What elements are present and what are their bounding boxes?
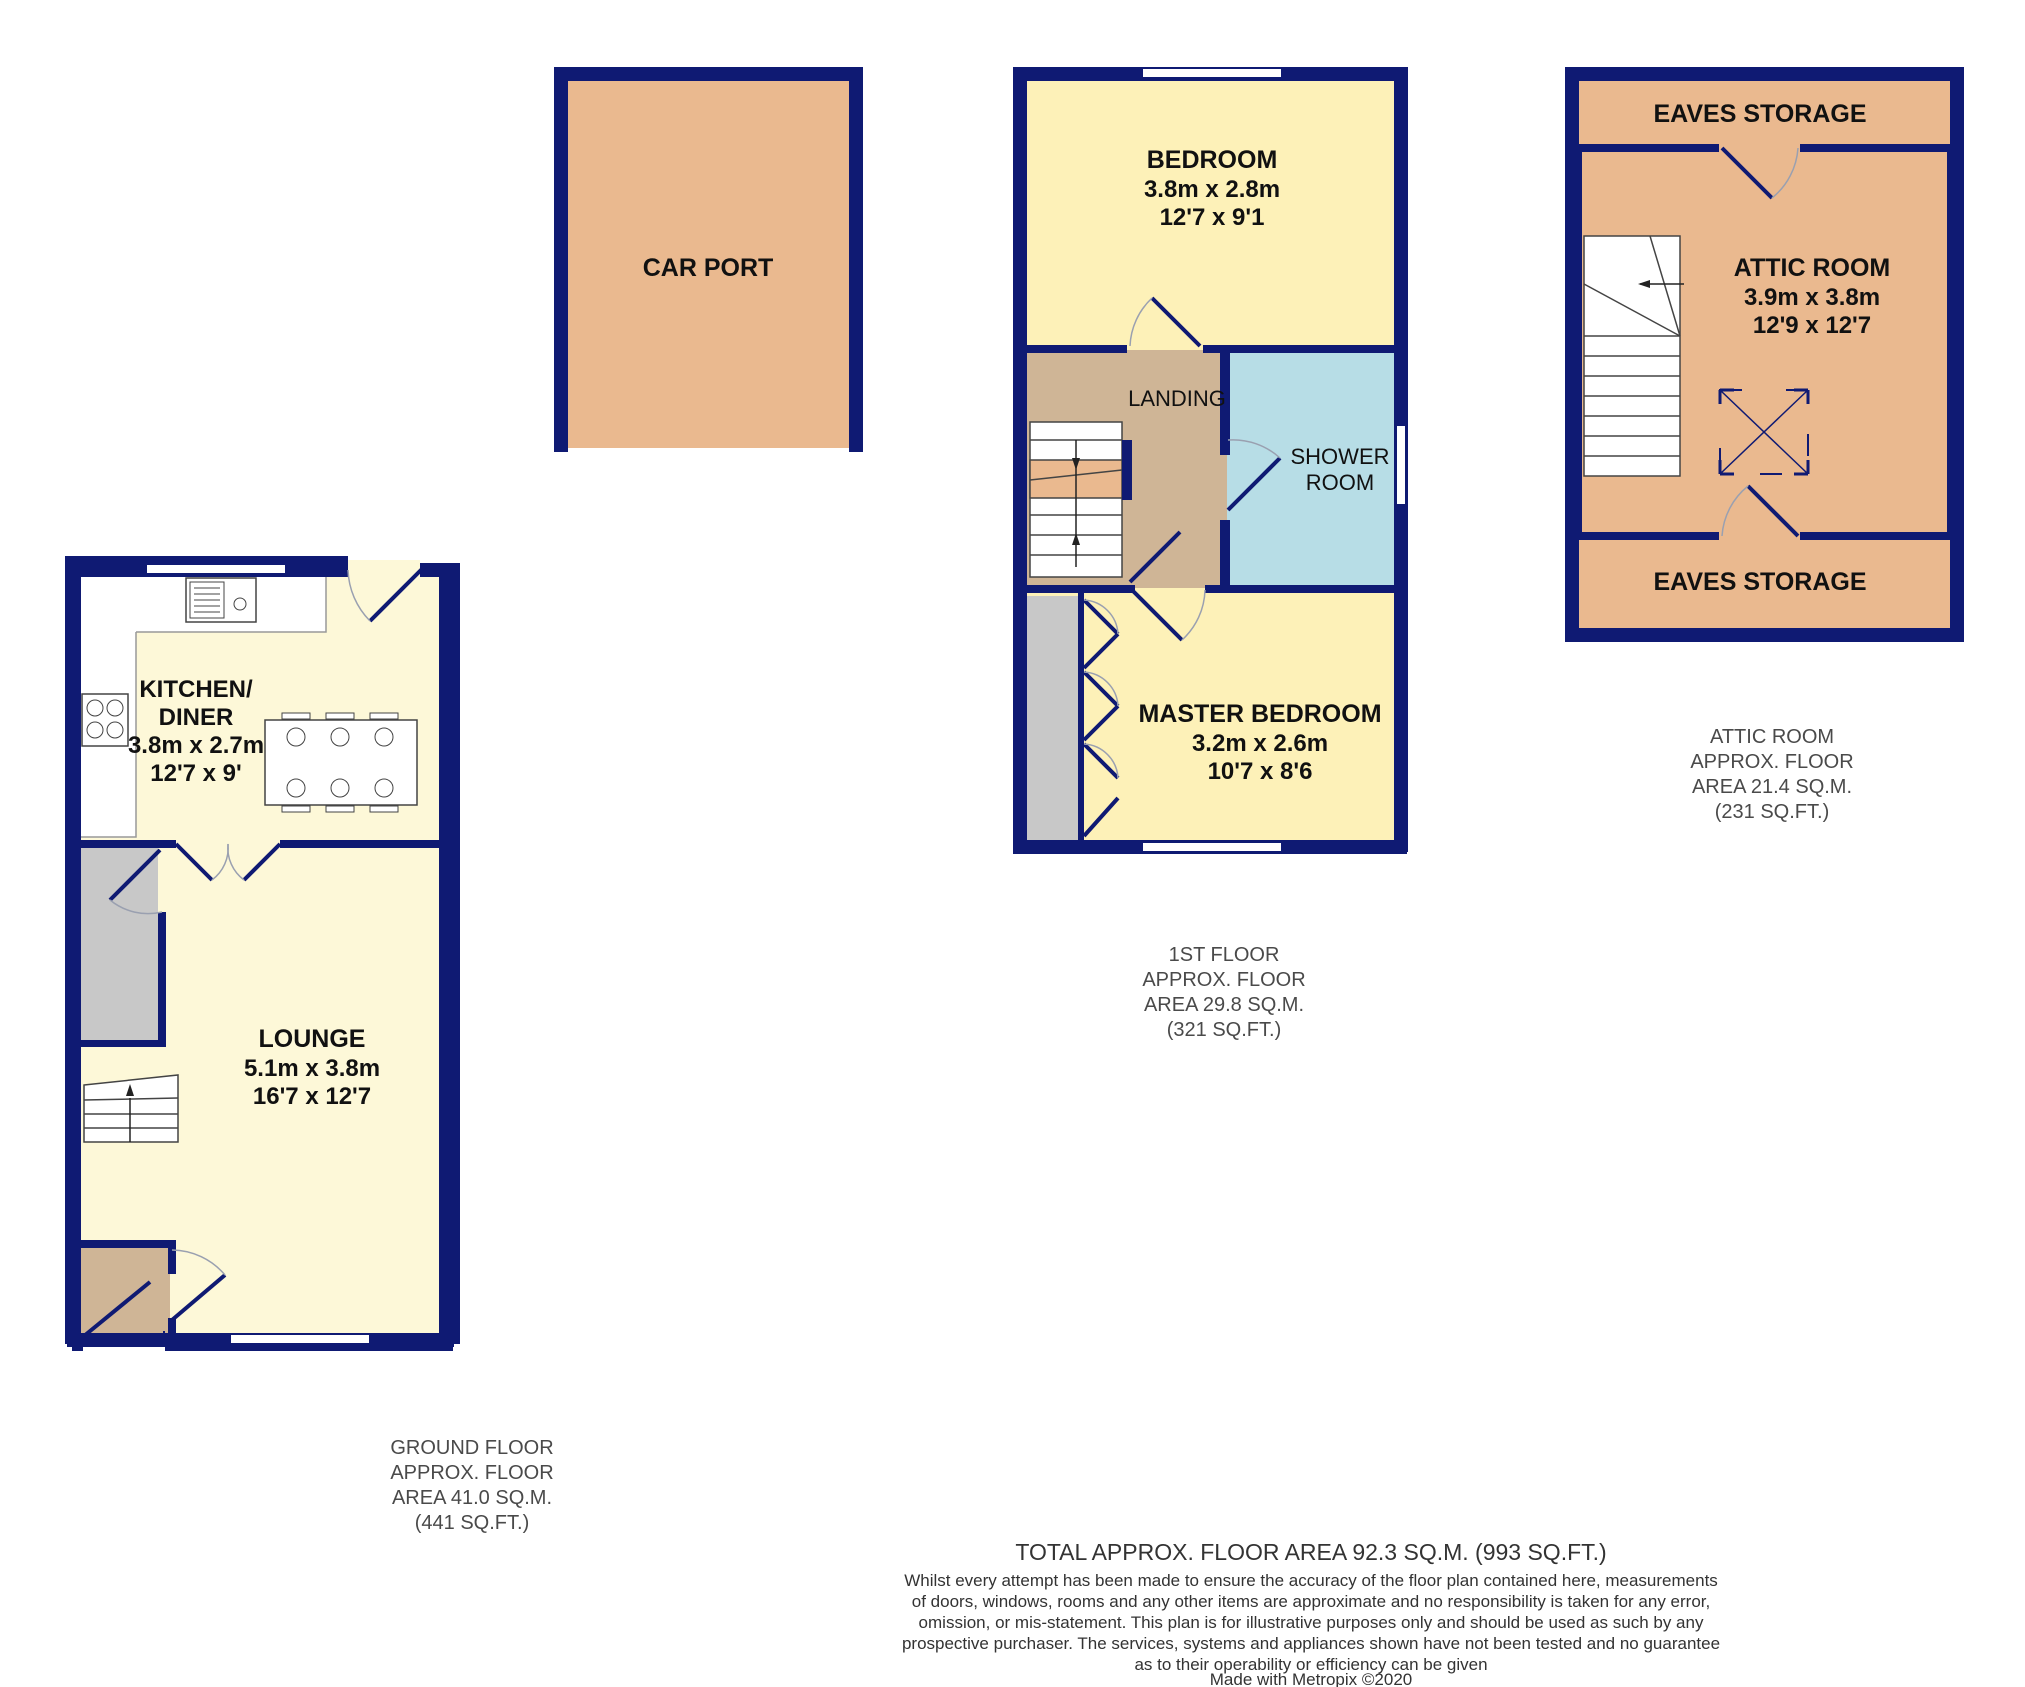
- attic-room-dim-metric: 3.9m x 3.8m: [1743, 284, 1881, 311]
- eaves-storage-bottom-label: EAVES STORAGE: [1653, 568, 1867, 596]
- attic-room-dim-imperial: 12'9 x 12'7: [1752, 312, 1872, 339]
- hob-icon: [82, 694, 128, 746]
- lounge-label: LOUNGE: [258, 1025, 366, 1053]
- lounge-dim-imperial: 16'7 x 12'7: [252, 1083, 372, 1110]
- master-bedroom-window: [1142, 842, 1282, 852]
- kitchen-name-line2: DINER: [158, 704, 234, 731]
- first-floor-area-line1: 1ST FLOOR: [1168, 944, 1280, 966]
- kitchen-window: [146, 564, 286, 574]
- kitchen-dim-metric: 3.8m x 2.7m: [127, 732, 265, 759]
- disclaimer-line2: of doors, windows, rooms and any other items are approximate and no responsibility is taken for any error,: [911, 1592, 1711, 1611]
- kitchen-dim-imperial: 12'7 x 9': [150, 760, 242, 787]
- shower-room-window: [1396, 425, 1406, 505]
- first-floor: [1013, 67, 1408, 1041]
- master-bedroom-label: MASTER BEDROOM: [1138, 700, 1382, 728]
- ground-floor: [67, 560, 554, 1534]
- master-bedroom-dim-imperial: 10'7 x 8'6: [1207, 758, 1313, 785]
- total-floor-area: TOTAL APPROX. FLOOR AREA 92.3 SQ.M. (993 SQ.FT.): [1015, 1539, 1607, 1565]
- first-floor-area-line2: APPROX. FLOOR: [1142, 969, 1306, 991]
- attic-area-line4: (231 SQ.FT.): [1714, 801, 1830, 823]
- ground-floor-area-line1: GROUND FLOOR: [390, 1437, 554, 1459]
- disclaimer-line4: prospective purchaser. The services, systems and appliances shown have not been tested and no guarantee: [901, 1634, 1721, 1653]
- attic-area-line1: ATTIC ROOM: [1709, 726, 1835, 748]
- attic-area-line2: APPROX. FLOOR: [1690, 751, 1854, 773]
- shower-room-label-line1: SHOWER: [1290, 444, 1390, 469]
- wardrobe-fill: [1027, 596, 1082, 844]
- attic-stairs: [1584, 236, 1684, 476]
- shower-room-label-line2: ROOM: [1305, 470, 1375, 495]
- car-port: [561, 73, 856, 452]
- attic-room-label: ATTIC ROOM: [1733, 254, 1891, 282]
- attic-floor: [1565, 67, 1964, 823]
- lounge-dim-metric: 5.1m x 3.8m: [243, 1055, 381, 1082]
- understairs-cupboard: [80, 848, 158, 1043]
- disclaimer-line1: Whilst every attempt has been made to ensure the accuracy of the floor plan contained here, measurements: [904, 1571, 1718, 1590]
- bedroom-window: [1142, 68, 1282, 78]
- car-port-label: CAR PORT: [642, 254, 774, 282]
- lounge-window: [230, 1334, 370, 1344]
- bedroom-label: BEDROOM: [1146, 146, 1278, 174]
- master-bedroom-dim-metric: 3.2m x 2.6m: [1191, 730, 1329, 757]
- kitchen-name-line1: KITCHEN/: [139, 676, 253, 703]
- dining-table-icon: [265, 713, 417, 812]
- disclaimer-line3: omission, or mis-statement. This plan is for illustrative purposes only and should be used as such by any: [918, 1613, 1704, 1632]
- eaves-storage-top-label: EAVES STORAGE: [1653, 100, 1867, 128]
- landing-label: LANDING: [1128, 386, 1226, 411]
- shower-room-fill: [1227, 350, 1401, 588]
- first-floor-area-line3: AREA 29.8 SQ.M.: [1143, 994, 1305, 1016]
- ground-floor-stairs: [84, 1075, 178, 1142]
- ground-floor-area-line3: AREA 41.0 SQ.M.: [391, 1487, 553, 1509]
- bedroom-dim-imperial: 12'7 x 9'1: [1159, 204, 1265, 231]
- first-floor-area-line4: (321 SQ.FT.): [1166, 1019, 1282, 1041]
- disclaimer-line5: as to their operability or efficiency can be given: [1134, 1655, 1488, 1674]
- bedroom-dim-metric: 3.8m x 2.8m: [1143, 176, 1281, 203]
- ground-floor-area-line4: (441 SQ.FT.): [414, 1512, 530, 1534]
- first-floor-stairs: [1030, 422, 1132, 577]
- wardrobe-front: [1078, 593, 1084, 843]
- attic-area-line3: AREA 21.4 SQ.M.: [1691, 776, 1853, 798]
- metropix-credit: Made with Metropix ©2020: [1209, 1670, 1413, 1687]
- footer: [902, 1539, 1720, 1687]
- sink-icon: [186, 578, 256, 622]
- ground-floor-area-line2: APPROX. FLOOR: [390, 1462, 554, 1484]
